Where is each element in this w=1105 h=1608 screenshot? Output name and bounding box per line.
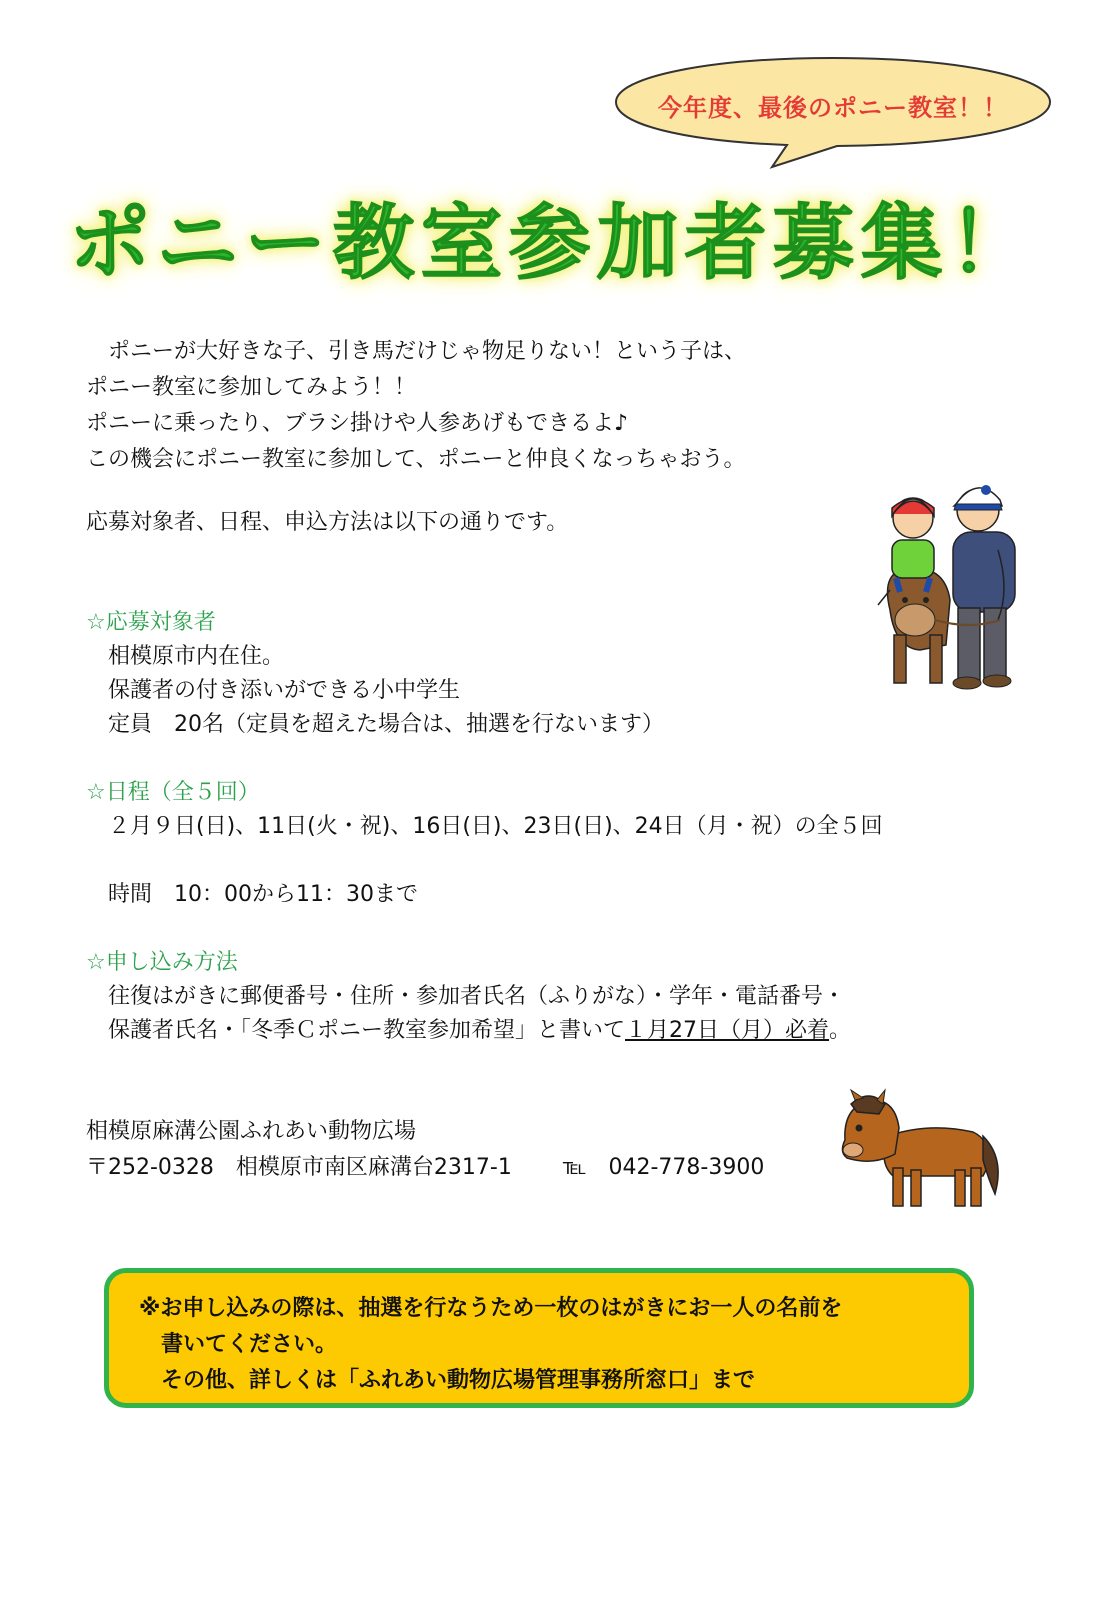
notice-line-1: ※お申し込みの際は、抽選を行なうため一枚のはがきにお一人の名前を: [139, 1296, 843, 1321]
intro-paragraph: [86, 334, 746, 478]
speech-bubble: [612, 55, 1054, 165]
apply-line-2: [86, 1014, 851, 1048]
intro-summary: [86, 505, 568, 541]
intro-line-3: ポニーに乗ったり、ブラシ掛けや人参あげもできるよ♪: [86, 411, 629, 436]
schedule-time: 時間 10：00から11：30まで: [86, 882, 418, 907]
apply-heading: ☆申し込み方法: [86, 950, 238, 975]
bubble-text: 今年度、最後のポニー教室！！: [658, 94, 1008, 122]
eligibility-line-1: 相模原市内在住。: [86, 644, 285, 669]
eligibility-heading: ☆応募対象者: [86, 610, 216, 635]
schedule-time-block: [86, 878, 418, 912]
apply-line-1: 往復はがきに郵便番号・住所・参加者氏名（ふりがな）・学年・電話番号・: [86, 984, 846, 1009]
intro-line-4: この機会にポニー教室に参加して、ポニーと仲良くなっちゃおう。: [86, 447, 746, 472]
notice-line-3: その他、詳しくは「ふれあい動物広場管理事務所窓口」まで: [139, 1368, 756, 1393]
child-riding-pony-with-adult-icon: [860, 470, 1030, 695]
apply-line-2-end: 。: [829, 1018, 852, 1043]
contact-block: [86, 1114, 764, 1186]
schedule-heading: ☆日程（全５回）: [86, 780, 260, 805]
contact-name: 相模原麻溝公園ふれあい動物広場: [86, 1119, 417, 1144]
brown-pony-icon: [833, 1088, 1005, 1213]
eligibility-section: [86, 606, 664, 742]
page-title: ポニー教室参加者募集！: [68, 196, 1037, 291]
apply-deadline: １月27日（月）必着: [625, 1018, 830, 1043]
intro-line-2: ポニー教室に参加してみよう！！: [86, 375, 417, 400]
notice-line-2: 書いてください。: [139, 1332, 338, 1357]
contact-address: 〒252-0328 相模原市南区麻溝台2317-1 ℡ 042-778-3900: [86, 1155, 765, 1180]
apply-line-2-text: 保護者氏名・「冬季Ｃポニー教室参加希望」と書いて: [86, 1018, 626, 1043]
intro-line-1: ポニーが大好きな子、引き馬だけじゃ物足りない！という子は、: [86, 339, 747, 364]
eligibility-line-2: 保護者の付き添いができる小中学生: [86, 678, 461, 703]
schedule-section: [86, 776, 883, 844]
notice-box: [104, 1268, 974, 1408]
intro-line-5: 応募対象者、日程、申込方法は以下の通りです。: [86, 510, 569, 535]
schedule-dates: ２月９日(日)、11日(火・祝)、16日(日)、23日(日)、24日（月・祝）の全５回: [86, 814, 883, 839]
apply-section: [86, 946, 851, 1048]
eligibility-line-3: 定員 20名（定員を超えた場合は、抽選を行ないます）: [86, 712, 664, 737]
